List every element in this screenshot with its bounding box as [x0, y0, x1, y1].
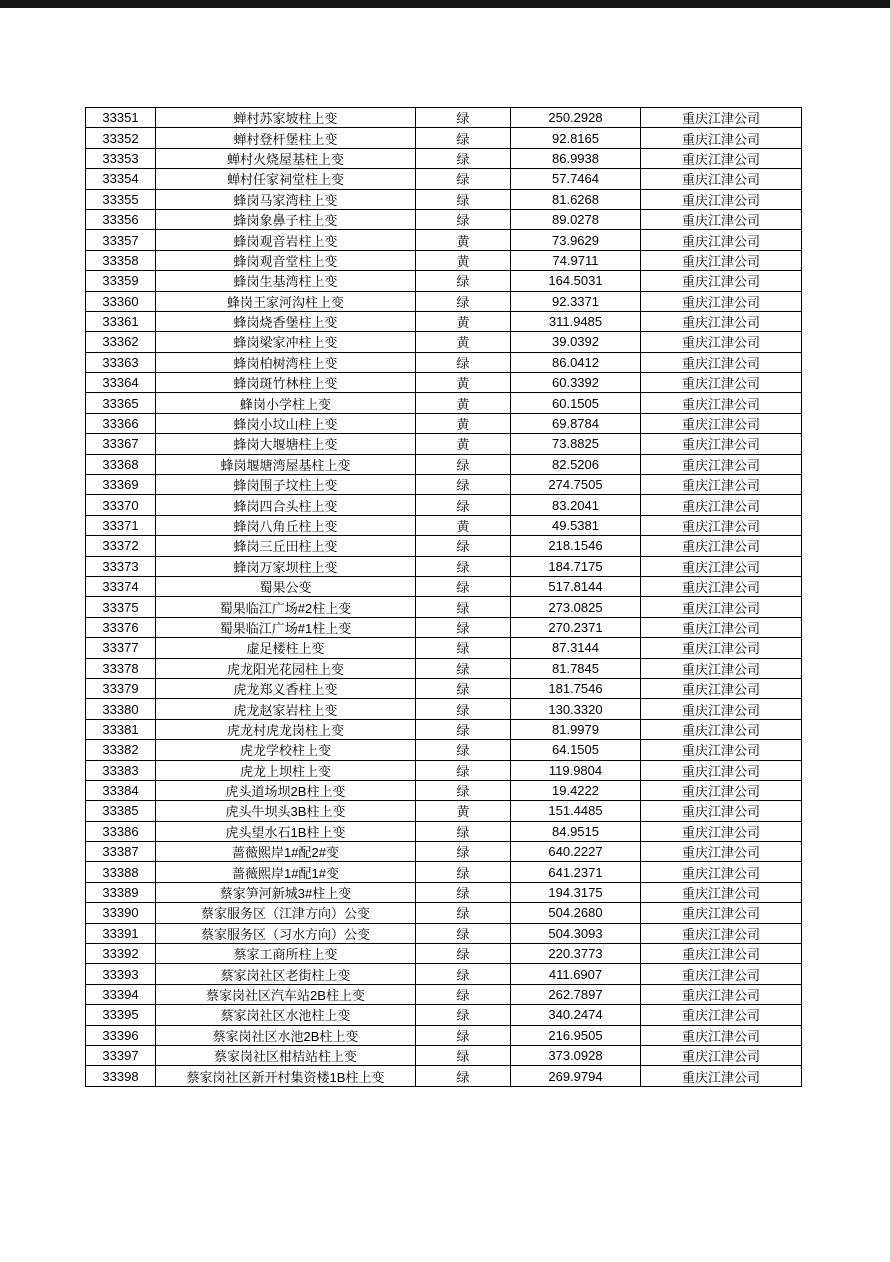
- row-value-cell: 86.0412: [511, 352, 641, 372]
- table-row: [86, 250, 802, 270]
- row-value-cell: 274.7505: [511, 475, 641, 495]
- row-status-cell: 绿: [416, 678, 511, 698]
- row-id-cell: 33380: [86, 699, 156, 719]
- table-row: [86, 801, 802, 821]
- table-row: [86, 515, 802, 535]
- row-id-cell: 33388: [86, 862, 156, 882]
- row-status-cell: 绿: [416, 189, 511, 209]
- row-value-cell: 269.9794: [511, 1066, 641, 1086]
- row-value-cell: 69.8784: [511, 413, 641, 433]
- row-status-cell: 绿: [416, 291, 511, 311]
- row-status-cell: 绿: [416, 1066, 511, 1086]
- row-id-cell: 33366: [86, 413, 156, 433]
- row-value-cell: 119.9804: [511, 760, 641, 780]
- row-id-cell: 33372: [86, 536, 156, 556]
- row-name-cell: 蜂岗象鼻子柱上变: [156, 209, 416, 229]
- row-name-cell: 蔡家岗社区柑桔站柱上变: [156, 1045, 416, 1065]
- row-value-cell: 250.2928: [511, 108, 641, 128]
- row-status-cell: 绿: [416, 617, 511, 637]
- row-status-cell: 绿: [416, 475, 511, 495]
- row-company-cell: 重庆江津公司: [641, 638, 802, 658]
- row-status-cell: 黄: [416, 311, 511, 331]
- row-status-cell: 绿: [416, 923, 511, 943]
- row-company-cell: 重庆江津公司: [641, 1025, 802, 1045]
- row-company-cell: 重庆江津公司: [641, 128, 802, 148]
- table-row: [86, 291, 802, 311]
- row-company-cell: 重庆江津公司: [641, 944, 802, 964]
- row-value-cell: 82.5206: [511, 454, 641, 474]
- row-value-cell: 373.0928: [511, 1045, 641, 1065]
- row-status-cell: 黄: [416, 250, 511, 270]
- table-row: [86, 475, 802, 495]
- row-value-cell: 340.2474: [511, 1005, 641, 1025]
- table-row: [86, 699, 802, 719]
- row-status-cell: 绿: [416, 760, 511, 780]
- row-name-cell: 蜂岗马家湾柱上变: [156, 189, 416, 209]
- row-company-cell: 重庆江津公司: [641, 556, 802, 576]
- row-company-cell: 重庆江津公司: [641, 108, 802, 128]
- table-row: [86, 719, 802, 739]
- row-name-cell: 虎头牛坝头3B柱上变: [156, 801, 416, 821]
- row-name-cell: 虎龙赵家岩柱上变: [156, 699, 416, 719]
- row-status-cell: 绿: [416, 719, 511, 739]
- row-company-cell: 重庆江津公司: [641, 984, 802, 1004]
- row-id-cell: 33365: [86, 393, 156, 413]
- row-status-cell: 绿: [416, 1005, 511, 1025]
- table-row: [86, 556, 802, 576]
- table-row: [86, 495, 802, 515]
- table-row: [86, 108, 802, 128]
- row-status-cell: 黄: [416, 230, 511, 250]
- transformer-table: [85, 107, 802, 1087]
- row-value-cell: 151.4485: [511, 801, 641, 821]
- row-name-cell: 蜂岗大堰塘柱上变: [156, 434, 416, 454]
- row-value-cell: 60.1505: [511, 393, 641, 413]
- table-row: [86, 862, 802, 882]
- row-company-cell: 重庆江津公司: [641, 678, 802, 698]
- row-name-cell: 蜂岗小学柱上变: [156, 393, 416, 413]
- row-name-cell: 蔡家岗社区新开村集资楼1B柱上变: [156, 1066, 416, 1086]
- row-value-cell: 270.2371: [511, 617, 641, 637]
- row-company-cell: 重庆江津公司: [641, 719, 802, 739]
- row-company-cell: 重庆江津公司: [641, 597, 802, 617]
- row-company-cell: 重庆江津公司: [641, 1066, 802, 1086]
- row-status-cell: 黄: [416, 393, 511, 413]
- table-row: [86, 332, 802, 352]
- row-id-cell: 33368: [86, 454, 156, 474]
- row-id-cell: 33389: [86, 882, 156, 902]
- row-company-cell: 重庆江津公司: [641, 923, 802, 943]
- row-value-cell: 89.0278: [511, 209, 641, 229]
- row-value-cell: 73.8825: [511, 434, 641, 454]
- row-company-cell: 重庆江津公司: [641, 291, 802, 311]
- row-status-cell: 绿: [416, 638, 511, 658]
- row-status-cell: 绿: [416, 944, 511, 964]
- row-value-cell: 273.0825: [511, 597, 641, 617]
- row-company-cell: 重庆江津公司: [641, 1005, 802, 1025]
- row-company-cell: 重庆江津公司: [641, 515, 802, 535]
- table-row: [86, 209, 802, 229]
- table-row: [86, 311, 802, 331]
- row-company-cell: 重庆江津公司: [641, 311, 802, 331]
- row-company-cell: 重庆江津公司: [641, 148, 802, 168]
- row-value-cell: 87.3144: [511, 638, 641, 658]
- row-status-cell: 绿: [416, 271, 511, 291]
- row-id-cell: 33385: [86, 801, 156, 821]
- row-status-cell: 绿: [416, 862, 511, 882]
- row-name-cell: 蔡家服务区（习水方向）公变: [156, 923, 416, 943]
- table-row: [86, 434, 802, 454]
- row-value-cell: 184.7175: [511, 556, 641, 576]
- row-value-cell: 92.8165: [511, 128, 641, 148]
- row-name-cell: 虚足楼柱上变: [156, 638, 416, 658]
- row-id-cell: 33394: [86, 984, 156, 1004]
- row-id-cell: 33381: [86, 719, 156, 739]
- row-id-cell: 33386: [86, 821, 156, 841]
- row-status-cell: 黄: [416, 413, 511, 433]
- row-company-cell: 重庆江津公司: [641, 1045, 802, 1065]
- row-company-cell: 重庆江津公司: [641, 271, 802, 291]
- row-name-cell: 蜂岗三丘田柱上变: [156, 536, 416, 556]
- row-value-cell: 411.6907: [511, 964, 641, 984]
- row-name-cell: 蜂岗八角丘柱上变: [156, 515, 416, 535]
- row-status-cell: 绿: [416, 964, 511, 984]
- row-id-cell: 33392: [86, 944, 156, 964]
- row-status-cell: 绿: [416, 903, 511, 923]
- row-company-cell: 重庆江津公司: [641, 801, 802, 821]
- row-id-cell: 33390: [86, 903, 156, 923]
- row-id-cell: 33363: [86, 352, 156, 372]
- row-value-cell: 216.9505: [511, 1025, 641, 1045]
- row-name-cell: 蜂岗柏树湾柱上变: [156, 352, 416, 372]
- row-name-cell: 蜂岗观音堂柱上变: [156, 250, 416, 270]
- row-value-cell: 57.7464: [511, 169, 641, 189]
- row-id-cell: 33355: [86, 189, 156, 209]
- row-company-cell: 重庆江津公司: [641, 475, 802, 495]
- row-id-cell: 33351: [86, 108, 156, 128]
- table-row: [86, 678, 802, 698]
- row-id-cell: 33352: [86, 128, 156, 148]
- row-value-cell: 60.3392: [511, 373, 641, 393]
- row-status-cell: 绿: [416, 556, 511, 576]
- row-value-cell: 218.1546: [511, 536, 641, 556]
- row-value-cell: 194.3175: [511, 882, 641, 902]
- row-status-cell: 绿: [416, 148, 511, 168]
- row-id-cell: 33361: [86, 311, 156, 331]
- row-id-cell: 33397: [86, 1045, 156, 1065]
- row-value-cell: 504.2680: [511, 903, 641, 923]
- row-name-cell: 蔡家岗社区汽车站2B柱上变: [156, 984, 416, 1004]
- row-company-cell: 重庆江津公司: [641, 454, 802, 474]
- row-name-cell: 蝉村任家祠堂柱上变: [156, 169, 416, 189]
- table-row: [86, 944, 802, 964]
- row-name-cell: 虎头道场坝2B柱上变: [156, 780, 416, 800]
- row-id-cell: 33362: [86, 332, 156, 352]
- table-row: [86, 821, 802, 841]
- row-value-cell: 81.9979: [511, 719, 641, 739]
- row-company-cell: 重庆江津公司: [641, 209, 802, 229]
- row-value-cell: 49.5381: [511, 515, 641, 535]
- row-id-cell: 33382: [86, 740, 156, 760]
- table-row: [86, 617, 802, 637]
- row-company-cell: 重庆江津公司: [641, 617, 802, 637]
- table-row: [86, 1025, 802, 1045]
- table-row: [86, 658, 802, 678]
- table-row: [86, 230, 802, 250]
- row-company-cell: 重庆江津公司: [641, 230, 802, 250]
- row-name-cell: 蔡家工商所柱上变: [156, 944, 416, 964]
- row-company-cell: 重庆江津公司: [641, 780, 802, 800]
- row-id-cell: 33395: [86, 1005, 156, 1025]
- row-value-cell: 311.9485: [511, 311, 641, 331]
- row-company-cell: 重庆江津公司: [641, 740, 802, 760]
- row-value-cell: 181.7546: [511, 678, 641, 698]
- row-status-cell: 绿: [416, 209, 511, 229]
- row-value-cell: 220.3773: [511, 944, 641, 964]
- row-id-cell: 33391: [86, 923, 156, 943]
- row-name-cell: 蜂岗生基湾柱上变: [156, 271, 416, 291]
- row-id-cell: 33358: [86, 250, 156, 270]
- row-name-cell: 蜀果公变: [156, 576, 416, 596]
- row-name-cell: 蜂岗堰塘湾屋基柱上变: [156, 454, 416, 474]
- row-id-cell: 33360: [86, 291, 156, 311]
- row-status-cell: 绿: [416, 454, 511, 474]
- table-row: [86, 393, 802, 413]
- row-name-cell: 蔡家岗社区水池柱上变: [156, 1005, 416, 1025]
- top-bar: [0, 0, 892, 8]
- row-company-cell: 重庆江津公司: [641, 903, 802, 923]
- row-name-cell: 蜂岗王家河沟柱上变: [156, 291, 416, 311]
- row-value-cell: 86.9938: [511, 148, 641, 168]
- row-name-cell: 蜀果临江广场#2柱上变: [156, 597, 416, 617]
- row-value-cell: 262.7897: [511, 984, 641, 1004]
- row-id-cell: 33383: [86, 760, 156, 780]
- row-name-cell: 虎龙村虎龙岗柱上变: [156, 719, 416, 739]
- row-company-cell: 重庆江津公司: [641, 699, 802, 719]
- row-company-cell: 重庆江津公司: [641, 536, 802, 556]
- row-value-cell: 73.9629: [511, 230, 641, 250]
- row-id-cell: 33357: [86, 230, 156, 250]
- row-value-cell: 640.2227: [511, 842, 641, 862]
- row-company-cell: 重庆江津公司: [641, 882, 802, 902]
- row-status-cell: 绿: [416, 169, 511, 189]
- row-company-cell: 重庆江津公司: [641, 495, 802, 515]
- row-name-cell: 蔡家岗社区老街柱上变: [156, 964, 416, 984]
- row-id-cell: 33354: [86, 169, 156, 189]
- row-company-cell: 重庆江津公司: [641, 760, 802, 780]
- row-value-cell: 39.0392: [511, 332, 641, 352]
- table-row: [86, 536, 802, 556]
- row-value-cell: 164.5031: [511, 271, 641, 291]
- row-status-cell: 绿: [416, 1025, 511, 1045]
- row-value-cell: 74.9711: [511, 250, 641, 270]
- table-row: [86, 903, 802, 923]
- table-row: [86, 882, 802, 902]
- row-value-cell: 517.8144: [511, 576, 641, 596]
- row-name-cell: 虎龙学校柱上变: [156, 740, 416, 760]
- row-company-cell: 重庆江津公司: [641, 250, 802, 270]
- row-status-cell: 绿: [416, 882, 511, 902]
- row-id-cell: 33359: [86, 271, 156, 291]
- row-value-cell: 64.1505: [511, 740, 641, 760]
- row-name-cell: 蜂岗万家坝柱上变: [156, 556, 416, 576]
- transformer-table-body: [86, 108, 802, 1087]
- row-value-cell: 130.3320: [511, 699, 641, 719]
- row-id-cell: 33373: [86, 556, 156, 576]
- row-value-cell: 92.3371: [511, 291, 641, 311]
- row-company-cell: 重庆江津公司: [641, 862, 802, 882]
- row-status-cell: 绿: [416, 740, 511, 760]
- row-name-cell: 蔡家笋河新城3#柱上变: [156, 882, 416, 902]
- row-value-cell: 81.6268: [511, 189, 641, 209]
- row-status-cell: 绿: [416, 495, 511, 515]
- row-status-cell: 黄: [416, 373, 511, 393]
- row-status-cell: 绿: [416, 536, 511, 556]
- row-id-cell: 33364: [86, 373, 156, 393]
- row-id-cell: 33369: [86, 475, 156, 495]
- row-status-cell: 黄: [416, 515, 511, 535]
- table-row: [86, 740, 802, 760]
- row-company-cell: 重庆江津公司: [641, 189, 802, 209]
- row-value-cell: 84.9515: [511, 821, 641, 841]
- row-id-cell: 33393: [86, 964, 156, 984]
- row-name-cell: 蜂岗四合头柱上变: [156, 495, 416, 515]
- table-row: [86, 189, 802, 209]
- row-value-cell: 641.2371: [511, 862, 641, 882]
- table-row: [86, 1045, 802, 1065]
- row-status-cell: 绿: [416, 821, 511, 841]
- row-name-cell: 蜂岗观音岩柱上变: [156, 230, 416, 250]
- table-row: [86, 1005, 802, 1025]
- table-row: [86, 413, 802, 433]
- row-id-cell: 33396: [86, 1025, 156, 1045]
- row-status-cell: 黄: [416, 332, 511, 352]
- table-row: [86, 923, 802, 943]
- table-row: [86, 373, 802, 393]
- row-name-cell: 虎头望水石1B柱上变: [156, 821, 416, 841]
- table-row: [86, 454, 802, 474]
- table-row: [86, 780, 802, 800]
- table-row: [86, 576, 802, 596]
- table-row: [86, 760, 802, 780]
- row-name-cell: 蝉村登杆堡柱上变: [156, 128, 416, 148]
- table-row: [86, 597, 802, 617]
- row-id-cell: 33398: [86, 1066, 156, 1086]
- row-status-cell: 绿: [416, 597, 511, 617]
- row-name-cell: 蜂岗围子坟柱上变: [156, 475, 416, 495]
- row-id-cell: 33384: [86, 780, 156, 800]
- row-value-cell: 504.3093: [511, 923, 641, 943]
- row-name-cell: 蜂岗斑竹林柱上变: [156, 373, 416, 393]
- row-value-cell: 83.2041: [511, 495, 641, 515]
- row-name-cell: 虎龙郑义香柱上变: [156, 678, 416, 698]
- row-value-cell: 81.7845: [511, 658, 641, 678]
- table-row: [86, 842, 802, 862]
- row-status-cell: 绿: [416, 352, 511, 372]
- row-company-cell: 重庆江津公司: [641, 332, 802, 352]
- row-status-cell: 黄: [416, 434, 511, 454]
- table-row: [86, 964, 802, 984]
- row-name-cell: 蜀果临江广场#1柱上变: [156, 617, 416, 637]
- table-row: [86, 271, 802, 291]
- row-name-cell: 蜂岗小坟山柱上变: [156, 413, 416, 433]
- row-status-cell: 黄: [416, 801, 511, 821]
- row-id-cell: 33374: [86, 576, 156, 596]
- row-id-cell: 33353: [86, 148, 156, 168]
- table-row: [86, 169, 802, 189]
- row-status-cell: 绿: [416, 128, 511, 148]
- row-company-cell: 重庆江津公司: [641, 821, 802, 841]
- row-name-cell: 蔷薇熙岸1#配2#变: [156, 842, 416, 862]
- row-company-cell: 重庆江津公司: [641, 169, 802, 189]
- row-status-cell: 绿: [416, 108, 511, 128]
- row-status-cell: 绿: [416, 780, 511, 800]
- row-company-cell: 重庆江津公司: [641, 373, 802, 393]
- row-name-cell: 虎龙阳光花园柱上变: [156, 658, 416, 678]
- row-status-cell: 绿: [416, 658, 511, 678]
- row-value-cell: 19.4222: [511, 780, 641, 800]
- row-id-cell: 33376: [86, 617, 156, 637]
- row-name-cell: 蜂岗烧香堡柱上变: [156, 311, 416, 331]
- row-status-cell: 绿: [416, 1045, 511, 1065]
- row-id-cell: 33378: [86, 658, 156, 678]
- table-row: [86, 984, 802, 1004]
- row-company-cell: 重庆江津公司: [641, 352, 802, 372]
- row-company-cell: 重庆江津公司: [641, 842, 802, 862]
- row-status-cell: 绿: [416, 576, 511, 596]
- row-id-cell: 33356: [86, 209, 156, 229]
- row-id-cell: 33375: [86, 597, 156, 617]
- table-row: [86, 638, 802, 658]
- row-company-cell: 重庆江津公司: [641, 434, 802, 454]
- row-name-cell: 蔡家服务区（江津方向）公变: [156, 903, 416, 923]
- row-company-cell: 重庆江津公司: [641, 393, 802, 413]
- row-company-cell: 重庆江津公司: [641, 964, 802, 984]
- table-row: [86, 148, 802, 168]
- row-name-cell: 蝉村火烧屋基柱上变: [156, 148, 416, 168]
- row-name-cell: 虎龙上坝柱上变: [156, 760, 416, 780]
- row-company-cell: 重庆江津公司: [641, 576, 802, 596]
- row-id-cell: 33387: [86, 842, 156, 862]
- row-name-cell: 蔡家岗社区水池2B柱上变: [156, 1025, 416, 1045]
- row-id-cell: 33370: [86, 495, 156, 515]
- table-row: [86, 352, 802, 372]
- row-name-cell: 蔷薇熙岸1#配1#变: [156, 862, 416, 882]
- row-status-cell: 绿: [416, 842, 511, 862]
- row-status-cell: 绿: [416, 699, 511, 719]
- row-name-cell: 蝉村苏家坡柱上变: [156, 108, 416, 128]
- table-row: [86, 1066, 802, 1086]
- row-id-cell: 33379: [86, 678, 156, 698]
- row-name-cell: 蜂岗梁家冲柱上变: [156, 332, 416, 352]
- table-row: [86, 128, 802, 148]
- row-id-cell: 33371: [86, 515, 156, 535]
- row-company-cell: 重庆江津公司: [641, 658, 802, 678]
- row-company-cell: 重庆江津公司: [641, 413, 802, 433]
- row-id-cell: 33367: [86, 434, 156, 454]
- row-id-cell: 33377: [86, 638, 156, 658]
- row-status-cell: 绿: [416, 984, 511, 1004]
